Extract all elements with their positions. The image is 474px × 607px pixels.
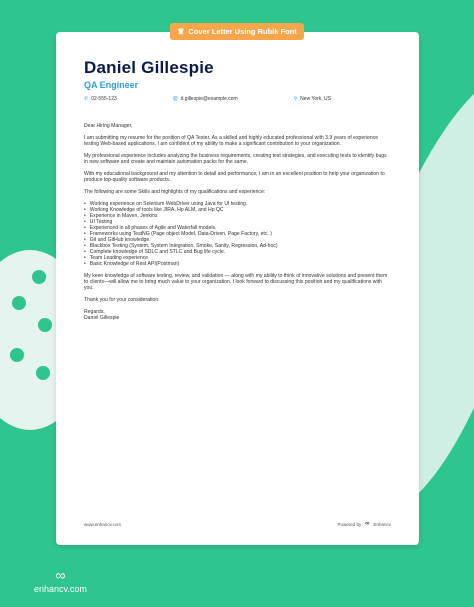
paragraph-5: My keen knowledge of software testing, review, and validation — along with my ability to think of innovative solutions and present them to clients—will allow me to bring much value to your organization. I look forward to discussing this position and my qualifications with you. — [84, 273, 388, 291]
signature: Daniel Gillespie — [84, 315, 120, 321]
list-item: • Working experience on Selenium WebDriver using Java for UI testing. — [84, 201, 248, 207]
page-footer — [84, 521, 391, 527]
letter-body — [84, 123, 391, 321]
list-item: • UI Testing — [84, 219, 113, 225]
badge-label: Cover Letter Using Rubik Font — [188, 27, 297, 36]
list-item: • Blackbox Testing (System, System Integration, Smoke, Sanity, Regression, Ad-hoc) — [84, 243, 278, 249]
powered-by — [337, 521, 391, 527]
phone-icon: ✆ — [84, 96, 89, 102]
applicant-role: QA Engineer — [84, 80, 139, 90]
list-item: • Team Leading experience — [84, 255, 149, 261]
decorative-dots — [8, 270, 58, 380]
phone-text: 02-555-123 — [91, 96, 117, 102]
contact-row — [84, 96, 391, 102]
skills-list — [84, 201, 391, 267]
applicant-name: Daniel Gillespie — [84, 58, 214, 77]
list-item: • Basic Knowledge of Rest API(Postman) — [84, 261, 180, 267]
contact-phone — [84, 96, 117, 102]
powered-brand: Enhancv — [373, 521, 391, 527]
location-text: New York, US — [300, 96, 331, 102]
list-item: • Working Knowledge of tools like JIRA, Hp ALM, and Hp QC — [84, 207, 224, 213]
paragraph-1: I am submitting my resume for the position of QA Tester. As a skilled and highly educated professional with 3.9 years of experience testing Web-based applications, I am confident of my ability to make a significant contribution to your organization. — [84, 135, 379, 147]
enhancv-brand[interactable] — [34, 568, 87, 594]
list-item: • Experienced in all phases of Agile and Waterfall models. — [84, 225, 217, 231]
list-item: • Experience in Maven, Jenkins — [84, 213, 158, 219]
list-item: • Git and GitHub knowledge. — [84, 237, 151, 243]
paragraph-6: Thank you for your consideration. — [84, 297, 160, 303]
greeting: Dear Hiring Manager, — [84, 123, 133, 129]
location-pin-icon: ⚲ — [293, 96, 298, 102]
closing: Regards, — [84, 309, 105, 315]
contact-email[interactable] — [173, 96, 238, 102]
enhancv-mark-icon: ∞ — [55, 567, 66, 583]
paragraph-3: With my educational background and my attention to detail and performance, I am in an excellent position to help your organization to produce top-quality software products. — [84, 171, 385, 183]
crown-icon: ♛ — [177, 27, 185, 36]
list-item: • Complete knowledge of SDLC and STLC and Bug life cycle. — [84, 249, 226, 255]
email-text: d.gillespie@example.com — [180, 96, 238, 102]
enhancv-logo-icon: ∞ — [365, 521, 370, 527]
powered-label: Powered by — [337, 521, 362, 527]
at-icon: @ — [172, 96, 178, 102]
paragraph-4: The following are some Skills and highlights of my qualifications and experience: — [84, 189, 266, 195]
list-item: • Frameworks using TestNG (Page object Model, Data-Driven, Page Factory, etc. ) — [84, 231, 272, 237]
cover-letter-page — [56, 32, 419, 545]
footer-site-link[interactable]: www.enhancv.com — [84, 521, 122, 527]
brand-word: enhancv.com — [34, 584, 87, 594]
paragraph-2: My professional experience includes analyzing the business requirements, creating test strategies, and executing tests to identify bugs in new software and create and maintain automation packs for the same. — [84, 153, 387, 165]
contact-location — [293, 96, 331, 102]
cover-letter-font-badge — [170, 23, 304, 40]
